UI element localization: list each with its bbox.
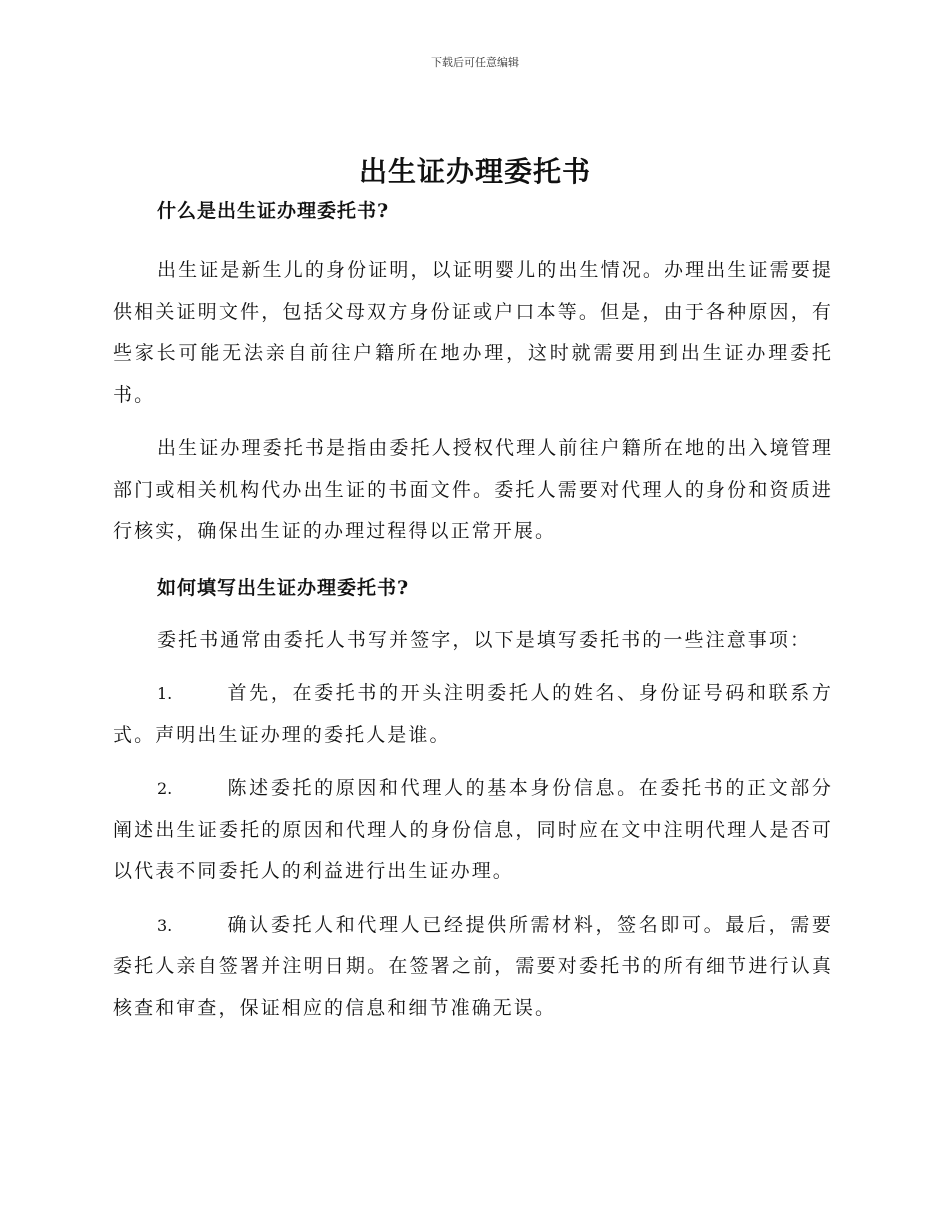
document-title: 出生证办理委托书 [358,155,591,188]
list-item [113,673,833,756]
section-heading-how: 如何填写出生证办理委托书? [157,576,410,599]
list-item-number: 3. [157,915,173,935]
list-item-number: 1. [157,684,173,703]
list-item [113,768,833,893]
list-item [113,905,833,1030]
paragraph-explanation: 出生证办理委托书是指由委托人授权代理人前往户籍所在地的出入境管理部门或相关机构代办出生证的书面文件。委托人需要对代理人的身份和资质进行核实，确保出生证的办理过程得以正常开展。 [113,437,833,542]
section-heading-what: 什么是出生证办理委托书? [157,200,390,222]
list-item-text: 首先，在委托书的开头注明委托人的姓名、身份证号码和联系方式。声明出生证办理的委托人是谁。 [113,682,833,746]
list-item-text: 确认委托人和代理人已经提供所需材料，签名即可。最后，需要委托人亲自签署并注明日期。在签署之前，需要对委托书的所有细节进行认真核查和审查，保证相应的信息和细节准确无误。 [113,913,833,1019]
paragraph-intro: 委托书通常由委托人书写并签字，以下是填写委托书的一些注意事项： [157,628,812,651]
page-header-note: 下载后可任意编辑 [431,56,519,69]
list-item-number: 2. [157,779,173,798]
document-body [113,196,833,1029]
list-item-text: 陈述委托的原因和代理人的基本身份信息。在委托书的正文部分阐述出生证委托的原因和代理人的身份信息，同时应在文中注明代理人是否可以代表不同委托人的利益进行出生证办理。 [113,777,833,882]
paragraph-definition: 出生证是新生儿的身份证明，以证明婴儿的出生情况。办理出生证需要提供相关证明文件，包括父母双方身份证或户口本等。但是，由于各种原因，有些家长可能无法亲自前往户籍所在地办理，这时就需要用到出生证办理委托书。 [113,259,833,406]
